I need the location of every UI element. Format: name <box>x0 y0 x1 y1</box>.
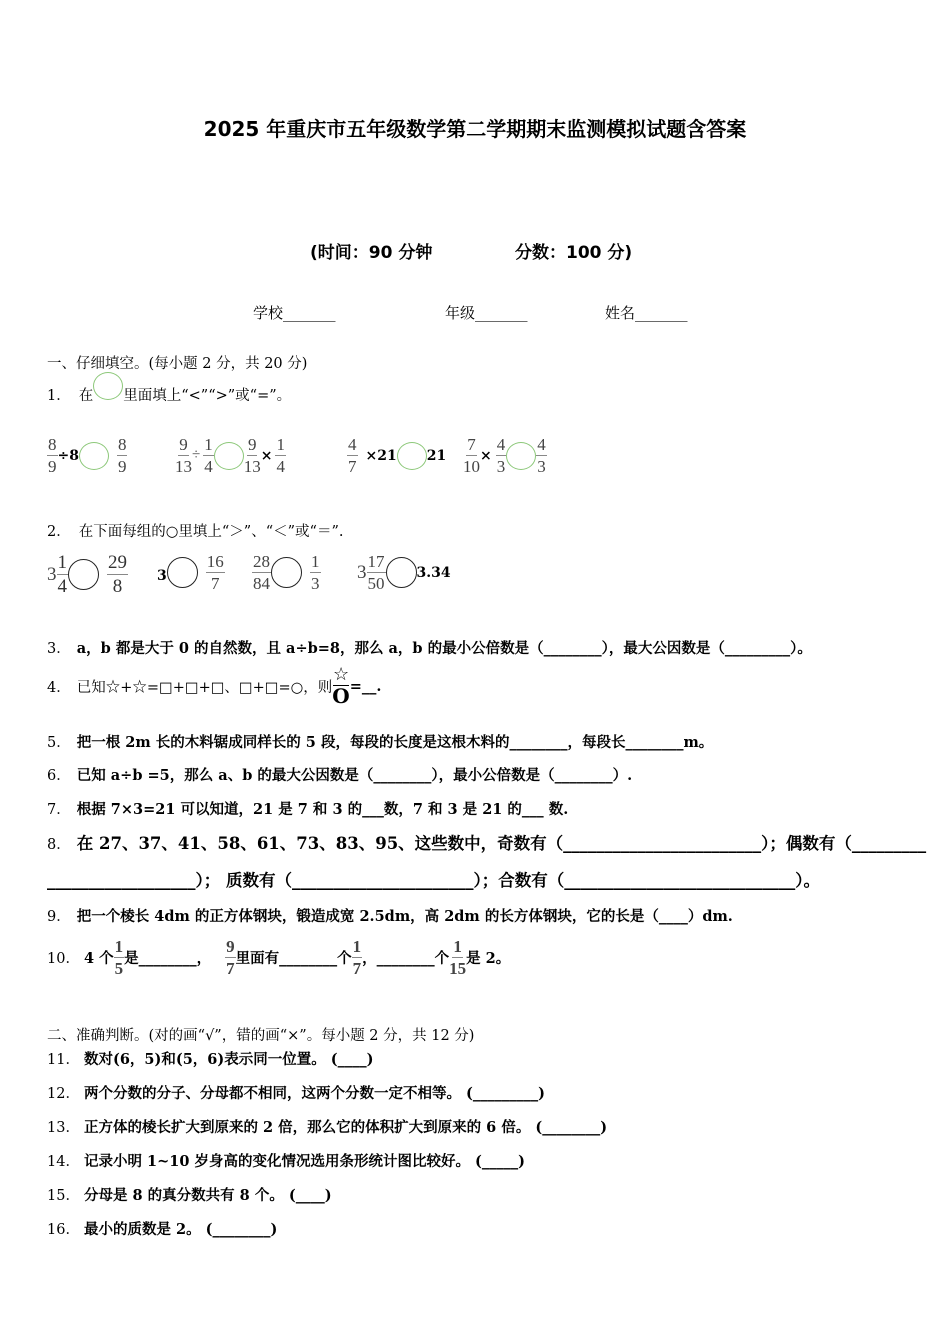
q9 <box>47 905 733 926</box>
q8-text-1: 在 27、37、41、58、61、73、83、95、这些数中，奇数有（________________________）；偶数有（_________ <box>76 834 927 853</box>
q4-number: 4． <box>47 679 71 696</box>
fraction: $\frac{1}{4}$ <box>276 435 285 476</box>
fraction: $\frac{1}{7}$ <box>352 937 362 978</box>
answer-circle[interactable] <box>271 557 302 588</box>
q10 <box>47 938 510 977</box>
q11 <box>47 1048 374 1069</box>
q12-number: 12． <box>47 1086 80 1102</box>
rhs-value: 3.34 <box>416 564 451 581</box>
q15-number: 15． <box>47 1188 80 1204</box>
q1-item-2 <box>175 436 286 475</box>
q16 <box>47 1218 277 1239</box>
q14-text: 记录小明 1~10 岁身高的变化情况选用条形统计图比较好。 (_____) <box>83 1153 525 1170</box>
q4-post: =__. <box>349 677 382 695</box>
q10-part: 是________， <box>124 950 212 967</box>
q1-number: 1． <box>47 387 71 404</box>
q1-item-1 <box>47 436 127 475</box>
section2-heading: 二、准确判断。(对的画“√”，错的画“×”。每小题 2 分，共 12 分) <box>47 1028 475 1044</box>
fraction: $\frac{29}{8}$ <box>108 552 127 597</box>
q9-text: 把一个棱长 4dm 的正方体钢块，锻造成宽 2.5dm，高 2dm 的长方体钢块，它的长是（____）dm. <box>76 908 733 925</box>
name-field: 姓名_______ <box>605 304 688 322</box>
operator: ÷ <box>192 447 201 463</box>
q6-number: 6． <box>47 768 71 784</box>
q10-number: 10． <box>47 951 80 967</box>
q13-text: 正方体的棱长扩大到原来的 2 倍，那么它的体积扩大到原来的 6 倍。 (________) <box>83 1119 608 1136</box>
time-label: (时间：90 分钟 <box>310 243 433 263</box>
q13-number: 13． <box>47 1120 80 1136</box>
q1-pre: 在 <box>78 387 94 404</box>
q16-number: 16． <box>47 1222 80 1238</box>
star-icon: ☆ <box>332 664 350 685</box>
fraction: $\frac{17}{50}$ <box>367 552 385 593</box>
fraction: $\frac{9}{13}$ <box>243 435 261 476</box>
q10-part: 是 2。 <box>466 950 511 967</box>
q1-item-3 <box>347 436 446 475</box>
fraction: $\frac{1}{4}$ <box>57 552 67 597</box>
q15-text: 分母是 8 的真分数共有 8 个。 (____) <box>83 1187 332 1204</box>
circle-icon: O <box>332 684 350 708</box>
q5 <box>47 731 713 752</box>
school-field: 学校_______ <box>253 304 336 322</box>
sample-circle <box>93 372 123 400</box>
answer-circle[interactable] <box>68 559 99 590</box>
q3-text: a，b 都是大于 0 的自然数，且 a÷b=8，那么 a，b 的最小公倍数是（________），最大公因数是（_________）。 <box>76 640 812 657</box>
q2-prompt <box>47 520 343 541</box>
q8-number: 8． <box>47 837 71 853</box>
operator: × <box>260 447 273 464</box>
q12 <box>47 1082 545 1103</box>
q11-number: 11． <box>47 1052 80 1068</box>
star-over-circle-fraction <box>332 666 349 706</box>
operator: ×21 <box>365 447 397 464</box>
q11-text: 数对(6，5)和(5，6)表示同一位置。 (____) <box>83 1051 374 1068</box>
fraction: $\frac{28}{84}$ <box>253 552 270 593</box>
fraction: $\frac{4}{3}$ <box>537 435 546 476</box>
operator: ÷8 <box>57 447 79 464</box>
q2-text: 在下面每组的○里填上“＞”、“＜”或“＝”. <box>78 524 344 540</box>
fraction: $\frac{8}{9}$ <box>48 435 57 476</box>
answer-circle[interactable] <box>79 442 109 470</box>
q13 <box>47 1116 607 1137</box>
q2-item-3 <box>252 553 321 592</box>
q7-text: 根据 7×3=21 可以知道，21 是 7 和 3 的___数，7 和 3 是 21 的___ 数. <box>76 801 569 818</box>
q2-number: 2． <box>47 524 71 540</box>
q15 <box>47 1184 332 1205</box>
q2-item-4 <box>357 553 451 592</box>
section1-heading: 一、仔细填空。(每小题 2 分，共 20 分) <box>47 356 308 372</box>
q10-part: 4 个 <box>83 950 114 967</box>
q2-item-2 <box>157 553 225 592</box>
q7 <box>47 798 568 819</box>
q10-part: 里面有________个 <box>235 950 352 967</box>
q4 <box>47 666 381 706</box>
fraction: $\frac{4}{3}$ <box>496 435 506 476</box>
q14 <box>47 1150 525 1171</box>
q3 <box>47 637 812 658</box>
q7-number: 7． <box>47 802 71 818</box>
q16-text: 最小的质数是 2。 (________) <box>83 1221 278 1238</box>
fraction: $\frac{1}{5}$ <box>114 937 124 978</box>
q3-number: 3． <box>47 641 71 657</box>
q12-text: 两个分数的分子、分母都不相同，这两个分数一定不相等。 (_________) <box>83 1085 545 1102</box>
q4-pre: 已知☆+☆=□+□+□、□+□=○，则 <box>76 679 333 696</box>
q1-prompt <box>47 380 291 408</box>
operator: × <box>480 447 492 464</box>
fraction: $\frac{1}{4}$ <box>204 435 213 476</box>
q8-line1 <box>47 830 926 854</box>
q2-item-1 <box>47 553 128 596</box>
q8-line2: __________________）； 质数有（______________________）；合数有（____________________________）。 <box>47 871 820 890</box>
rhs-value: 21 <box>426 447 447 464</box>
fraction: $\frac{4}{7}$ <box>348 435 357 476</box>
page-title: 2025 年重庆市五年级数学第二学期期末监测模拟试题含答案 <box>203 117 747 141</box>
q1-item-4 <box>463 436 547 475</box>
q14-number: 14． <box>47 1154 80 1170</box>
q5-text: 把一根 2m 长的木料锯成同样长的 5 段，每段的长度是这根木料的________，每段长________m。 <box>76 734 714 751</box>
grade-field: 年级_______ <box>445 304 528 322</box>
lhs-value: 3 <box>157 567 167 584</box>
fraction: $\frac{1}{15}$ <box>449 937 467 978</box>
answer-circle[interactable] <box>167 557 198 588</box>
answer-circle[interactable] <box>214 442 244 470</box>
answer-circle[interactable] <box>506 442 536 470</box>
fraction: $\frac{8}{9}$ <box>117 435 127 476</box>
q5-number: 5． <box>47 735 71 751</box>
whole-number: 3 <box>357 561 367 583</box>
score-label: 分数：100 分) <box>515 243 633 263</box>
q1-post: 里面填上“<”“>”或“=”。 <box>123 387 292 404</box>
whole-number: 3 <box>47 563 57 585</box>
fraction: $\frac{16}{7}$ <box>206 552 224 593</box>
fraction: $\frac{1}{3}$ <box>311 552 320 593</box>
q9-number: 9． <box>47 909 71 925</box>
q6-text: 已知 a÷b =5，那么 a、b 的最大公因数是（________），最小公倍数是（________）. <box>76 767 633 784</box>
fraction: $\frac{7}{10}$ <box>463 435 480 476</box>
fraction: $\frac{9}{7}$ <box>226 937 235 978</box>
q10-part: ，________个 <box>362 950 450 967</box>
answer-circle[interactable] <box>397 442 427 470</box>
answer-circle[interactable] <box>386 557 417 588</box>
q6 <box>47 764 632 785</box>
fraction: $\frac{9}{13}$ <box>175 435 192 476</box>
